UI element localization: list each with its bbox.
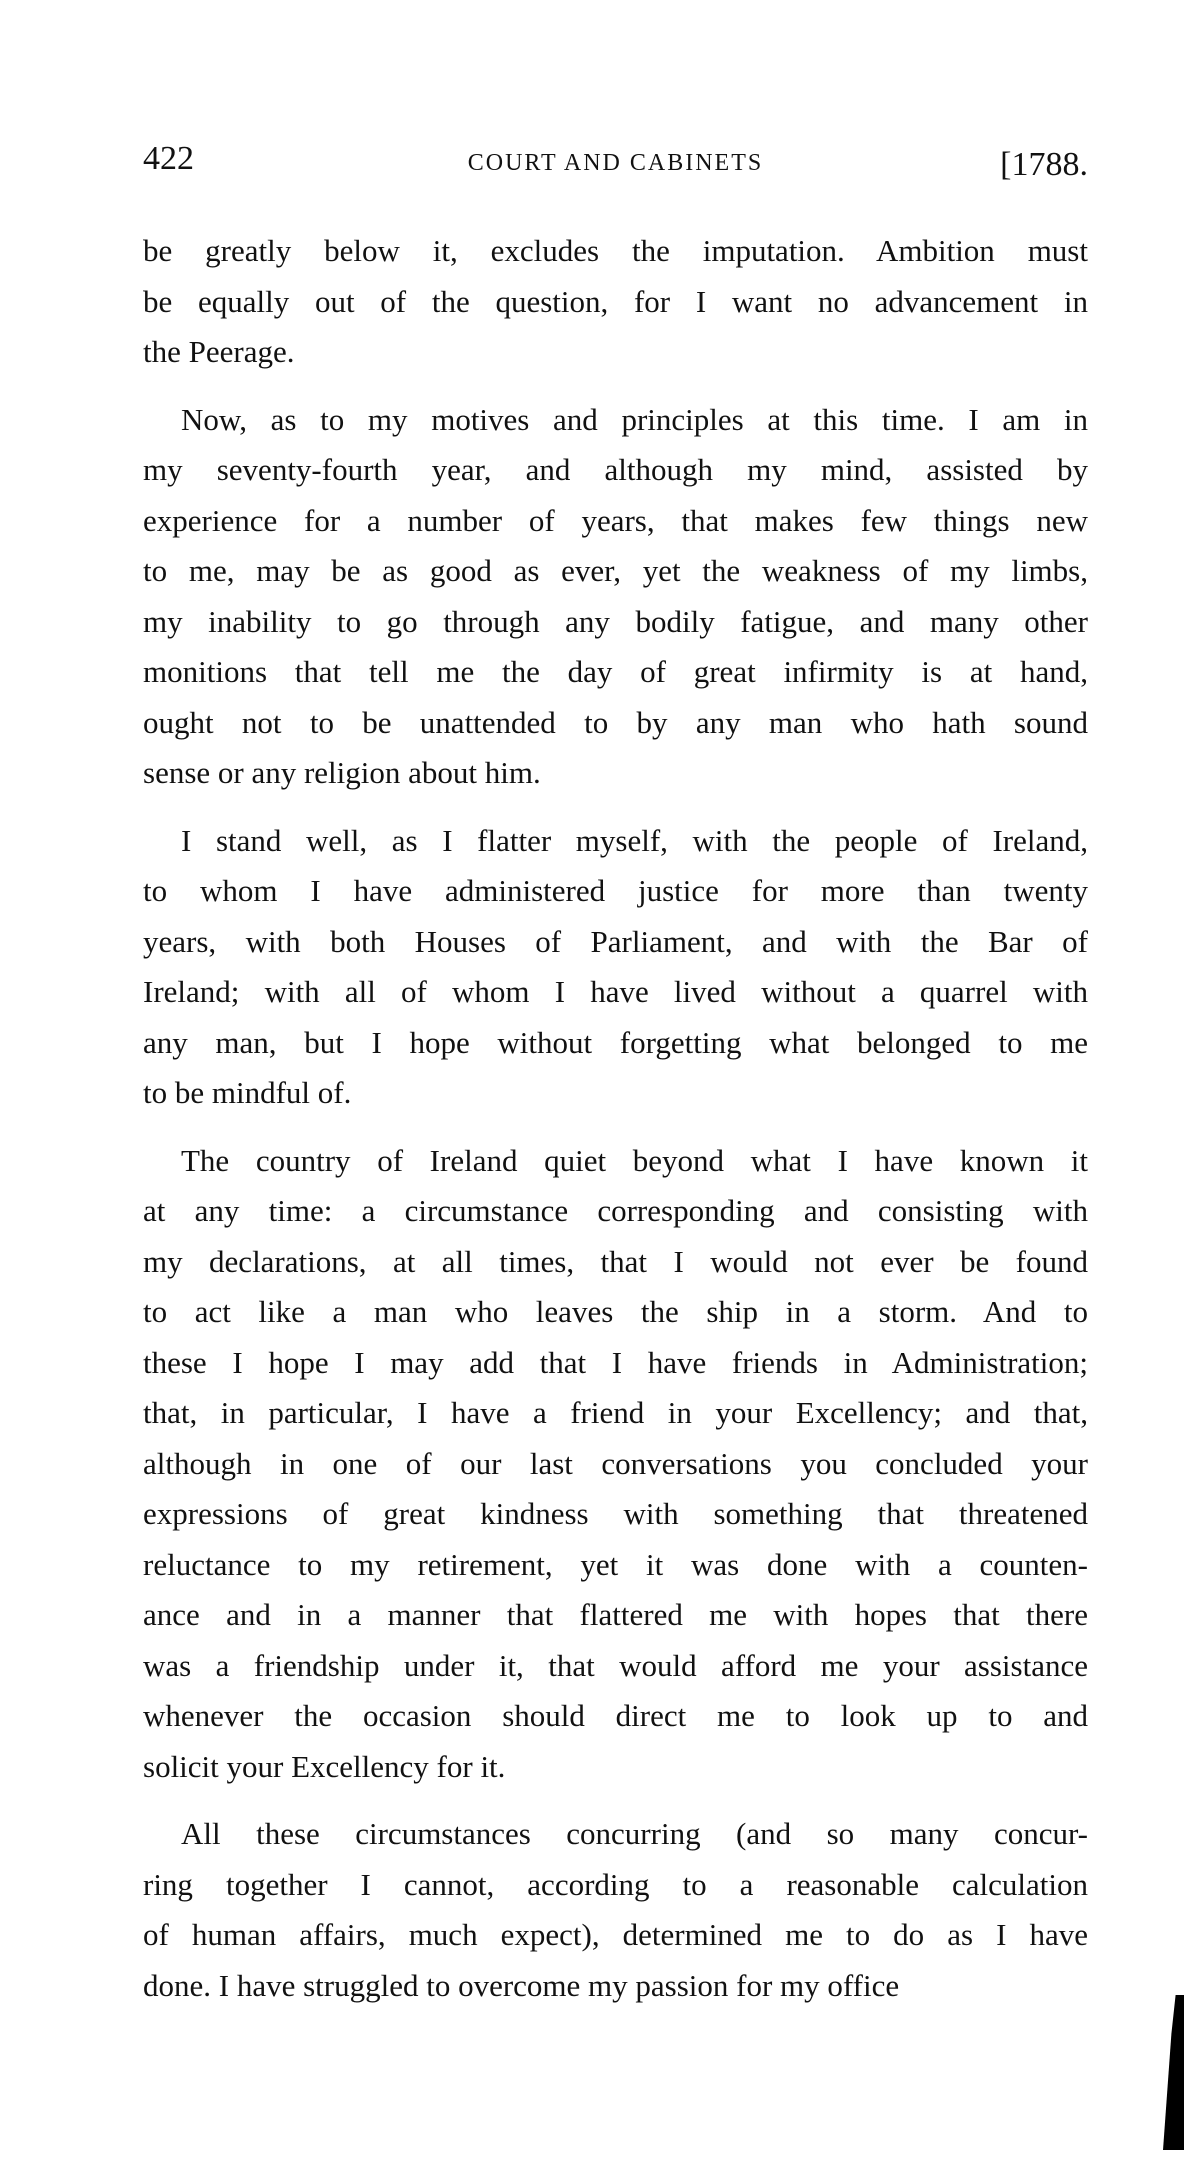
text-line: at any time: a circumstance corresponding and consisting with bbox=[143, 1193, 1088, 1228]
paragraph bbox=[143, 816, 1088, 1119]
running-header bbox=[143, 140, 1088, 190]
text-line: of human affairs, much expect), determined me to do as I have bbox=[143, 1917, 1088, 1952]
text-line: All these circumstances concurring (and so many concur- bbox=[181, 1816, 1088, 1851]
text-line: experience for a number of years, that makes few things new bbox=[143, 502, 1088, 538]
text-line: that, in particular, I have a friend in your Excellency; and that, bbox=[143, 1395, 1088, 1430]
header-year: [1788. bbox=[1000, 146, 1088, 183]
text-line: to whom I have administered justice for more than twenty bbox=[143, 873, 1088, 908]
text-line: the Peerage. bbox=[143, 334, 295, 369]
text-line: although in one of our last conversations you concluded your bbox=[143, 1445, 1088, 1481]
text-line: my inability to go through any bodily fatigue, and many other bbox=[143, 603, 1088, 639]
text-line: to me, may be as good as ever, yet the weakness of my limbs, bbox=[143, 553, 1088, 588]
text-line: be greatly below it, excludes the imputation. Ambition must bbox=[143, 233, 1088, 268]
text-line: solicit your Excellency for it. bbox=[143, 1748, 506, 1784]
text-line: to act like a man who leaves the ship in a storm. And to bbox=[143, 1294, 1088, 1329]
text-line: Now, as to my motives and principles at this time. I am in bbox=[181, 401, 1088, 437]
text-line: any man, but I hope without forgetting what belonged to me bbox=[143, 1024, 1088, 1060]
scan-edge-artifact bbox=[1163, 1995, 1184, 2150]
text-line: monitions that tell me the day of great infirmity is at hand, bbox=[143, 654, 1088, 689]
text-line: was a friendship under it, that would afford me your assistance bbox=[143, 1647, 1088, 1683]
text-line: Ireland; with all of whom I have lived without a quarrel with bbox=[143, 974, 1088, 1009]
text-line: be equally out of the question, for I want no advancement in bbox=[143, 283, 1088, 319]
text-line: to be mindful of. bbox=[143, 1075, 352, 1110]
text-line: these I hope I may add that I have friends in Administration; bbox=[143, 1344, 1088, 1380]
text-line: my declarations, at all times, that I would not ever be found bbox=[143, 1243, 1088, 1279]
paragraph bbox=[143, 1136, 1088, 1793]
text-line: ring together I cannot, according to a reasonable calculation bbox=[143, 1866, 1088, 1902]
text-line: years, with both Houses of Parliament, and with the Bar of bbox=[143, 923, 1088, 959]
paragraph bbox=[143, 395, 1088, 799]
text-line: ance and in a manner that flattered me with hopes that there bbox=[143, 1597, 1088, 1632]
text-line: ought not to be unattended to by any man who hath sound bbox=[143, 704, 1088, 740]
paragraph bbox=[143, 1809, 1088, 2011]
text-line: The country of Ireland quiet beyond what I have known it bbox=[181, 1142, 1088, 1178]
page-number: 422 bbox=[143, 140, 194, 177]
text-line: I stand well, as I flatter myself, with the people of Ireland, bbox=[181, 822, 1088, 858]
text-line: reluctance to my retirement, yet it was done with a counten- bbox=[143, 1546, 1088, 1582]
running-title: COURT AND CABINETS bbox=[467, 150, 764, 176]
page-body bbox=[143, 226, 1088, 2028]
text-line: my seventy-fourth year, and although my mind, assisted by bbox=[143, 452, 1088, 487]
text-line: expressions of great kindness with something that threatened bbox=[143, 1496, 1088, 1531]
text-line: sense or any religion about him. bbox=[143, 755, 541, 790]
text-line: done. I have struggled to overcome my passion for my office bbox=[143, 1967, 900, 2003]
paragraph bbox=[143, 226, 1088, 378]
text-line: whenever the occasion should direct me to look up to and bbox=[143, 1698, 1088, 1733]
